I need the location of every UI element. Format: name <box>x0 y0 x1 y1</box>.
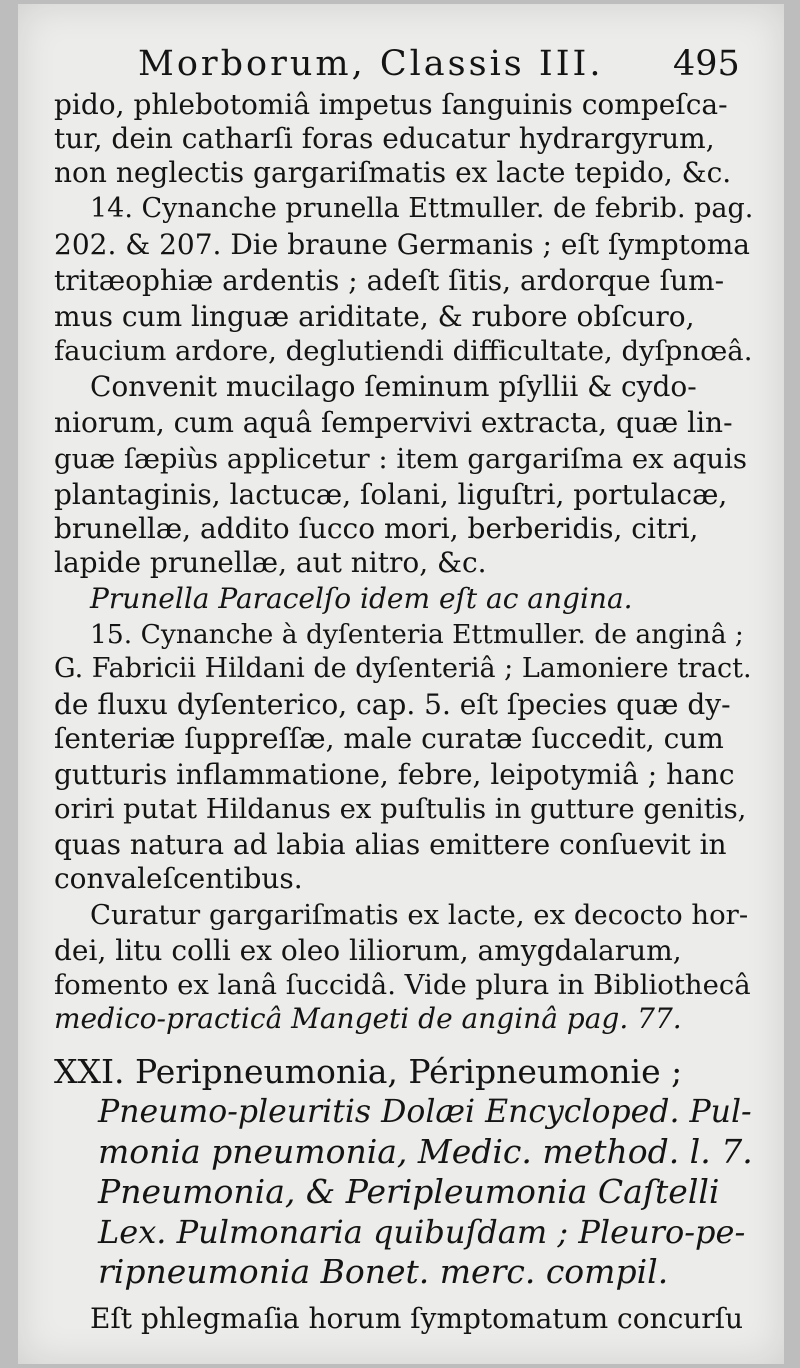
book-page <box>18 4 784 1364</box>
text-line: quas natura ad labia alias emittere conſuevit in <box>54 828 727 861</box>
text-line: G. Fabricii Hildani de dyſenteriâ ; Lamoniere tract. <box>54 653 752 684</box>
text-line: tur, dein catharſi foras educatur hydrargyrum, <box>54 122 715 155</box>
text-line: 15. Cynanche à dyſenteria Ettmuller. de anginâ ; <box>90 619 744 650</box>
text-line: oriri putat Hildanus ex puſtulis in gutture genitis, <box>54 793 747 825</box>
text-line: brunellæ, addito ſucco mori, berberidis, citri, <box>54 512 699 545</box>
text-line: Lex. Pulmonaria quibuſdam ; Pleuro-pe- <box>98 1213 746 1251</box>
text-line: plantaginis, lactucæ, ſolani, liguſtri, portulacæ, <box>54 478 728 511</box>
text-line: ſenteriæ ſuppreſſæ, male curatæ ſuccedit, cum <box>54 722 724 755</box>
text-line: lapide prunellæ, aut nitro, &c. <box>54 546 487 579</box>
text-line: Prunella Paracelſo idem eſt ac angina. <box>90 582 633 615</box>
text-line: monia pneumonia, Medic. method. l. 7. <box>98 1132 753 1171</box>
text-line: 202. & 207. Die braune Germanis ; eſt ſymptoma <box>54 228 750 261</box>
text-line: tritæophiæ ardentis ; adeſt ſitis, ardorque ſum- <box>54 264 725 297</box>
page-number: 495 <box>673 44 740 84</box>
text-line: niorum, cum aquâ ſempervivi extracta, quæ lin- <box>54 406 733 439</box>
text-line: Pneumo-pleuritis Dolæi Encycloped. Pul- <box>98 1094 752 1130</box>
text-line: faucium ardore, deglutiendi difficultate, dyſpnœâ. <box>54 335 753 367</box>
text-line: gutturis inflammatione, febre, leipotymiâ ; hanc <box>54 758 735 791</box>
running-title: Morborum, Classis III. <box>138 44 604 84</box>
text-line: convaleſcentibus. <box>54 862 303 895</box>
text-line: non neglectis gargariſmatis ex lacte tepido, &c. <box>54 156 732 189</box>
text-line: Eſt phlegmaſia horum ſymptomatum concurſu <box>90 1302 744 1335</box>
text-line: guæ ſæpiùs applicetur : item gargariſma ex aquis <box>54 443 747 475</box>
text-line: Pneumonia, & Peripleumonia Caſtelli <box>98 1172 720 1211</box>
text-line: medico-practicâ Mangeti de anginâ pag. 77. <box>54 1002 682 1035</box>
text-line: de fluxu dyſenterico, cap. 5. eſt ſpecies quæ dy- <box>54 688 731 721</box>
text-line: fomento ex lanâ ſuccidâ. Vide plura in Bibliothecâ <box>54 969 751 1001</box>
text-line: mus cum linguæ ariditate, & rubore obſcuro, <box>54 300 695 333</box>
section-heading: XXI. Peripneumonia, Péripneumonie ; <box>54 1052 683 1091</box>
text-line: pido, phlebotomiâ impetus ſanguinis compeſca- <box>54 88 728 121</box>
text-line: dei, litu colli ex oleo liliorum, amygdalarum, <box>54 934 682 967</box>
text-line: ripneumonia Bonet. merc. compil. <box>98 1252 669 1291</box>
text-line: Curatur gargariſmatis ex lacte, ex decocto hor- <box>90 899 749 931</box>
text-line: 14. Cynanche prunella Ettmuller. de febrib. pag. <box>90 193 754 224</box>
text-line: Convenit mucilago ſeminum pſyllii & cydo- <box>90 370 697 403</box>
